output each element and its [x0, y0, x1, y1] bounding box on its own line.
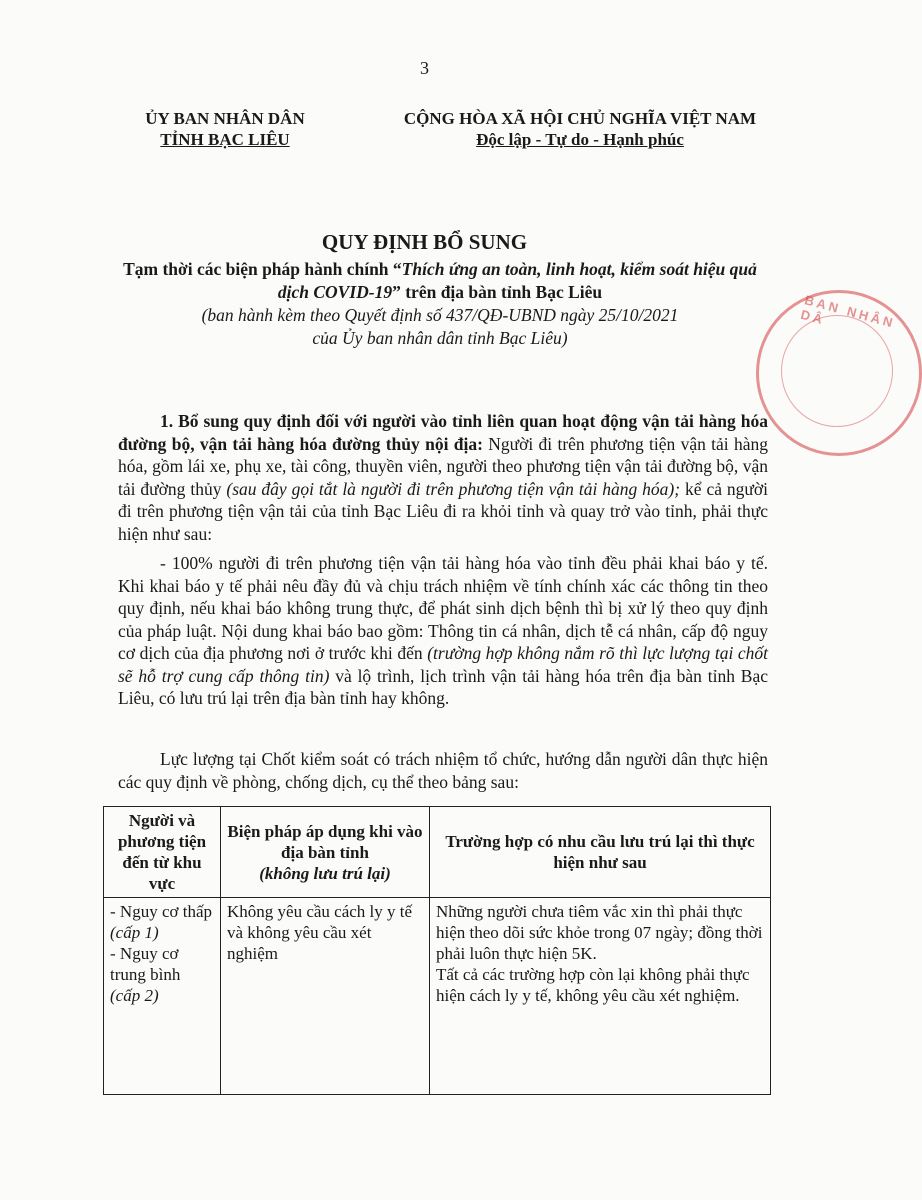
- header-origin: Người và phương tiện đến từ khu vực: [104, 807, 221, 898]
- subtitle-main: Tạm thời các biện pháp hành chính “Thích ứng an toàn, linh hoạt, kiểm soát hiệu quả dịch COVID-19” trên địa bàn tỉnh Bạc Liêu: [123, 259, 757, 302]
- subtitle-authority: của Ủy ban nhân dân tỉnh Bạc Liêu): [312, 328, 568, 348]
- header-stay: Trường hợp có nhu cầu lưu trú lại thì thực hiện như sau: [430, 807, 771, 898]
- document-subtitle: [110, 258, 770, 350]
- table-row: [104, 898, 771, 1095]
- paragraph-checkpoint: Lực lượng tại Chốt kiểm soát có trách nhiệm tổ chức, hướng dẫn người dân thực hiện các quy định về phòng, chống dịch, cụ thể theo bảng sau:: [118, 749, 768, 792]
- cell-stay: Những người chưa tiêm vắc xin thì phải thực hiện theo dõi sức khỏe trong 07 ngày; đồng thời phải luôn thực hiện 5K. Tất cả các trường hợp còn lại không phải thực hiện cách ly y tế, không yêu cầu xét nghiệm.: [430, 898, 771, 1095]
- national-header: [380, 108, 780, 150]
- issuer-header: [110, 108, 340, 150]
- page-number: 3: [420, 58, 429, 78]
- issuer-line-2: TỈNH BẠC LIÊU: [160, 130, 290, 149]
- section-1-heading: 1. Bổ sung quy định đối với người vào tỉnh liên quan hoạt động vận tải hàng hóa đường bộ, vận tải hàng hóa đường thủy nội địa:: [118, 411, 768, 454]
- subtitle-issuance: (ban hành kèm theo Quyết định số 437/QĐ-UBND ngày 25/10/2021: [201, 305, 679, 325]
- national-motto: Độc lập - Tự do - Hạnh phúc: [476, 130, 684, 149]
- cell-measures: Không yêu cầu cách ly y tế và không yêu cầu xét nghiệm: [221, 898, 430, 1095]
- measures-table: [103, 806, 771, 1095]
- paragraph-declaration: - 100% người đi trên phương tiện vận tải hàng hóa vào tỉnh đều phải khai báo y tế. Khi khai báo y tế phải nêu đầy đủ và chịu trách nhiệm về tính chính xác các thông tin theo quy định, nếu khai báo không trung thực, để phát sinh dịch bệnh thì bị xử lý theo quy định của pháp luật. Nội dung khai báo bao gồm: Thông tin cá nhân, dịch tễ cá nhân, cấp độ nguy cơ dịch của địa phương nơi ở trước khi đến (trường hợp không nắm rõ thì lực lượng tại chốt sẽ hỗ trợ cung cấp thông tin) và lộ trình, lịch trình vận tải hàng hóa trên địa bàn tỉnh Bạc Liêu, có lưu trú lại trên địa bàn tỉnh hay không.: [118, 553, 769, 708]
- official-stamp: BAN NHÂN DÂ: [756, 290, 922, 456]
- header-measures: Biện pháp áp dụng khi vào địa bàn tỉnh (không lưu trú lại): [221, 807, 430, 898]
- national-title: CỘNG HÒA XÃ HỘI CHỦ NGHĨA VIỆT NAM: [403, 109, 757, 128]
- issuer-line-1: ỦY BAN NHÂN DÂN: [145, 109, 305, 128]
- table-header-row: [104, 807, 771, 898]
- cell-origin: - Nguy cơ thấp (cấp 1) - Nguy cơ trung bình (cấp 2): [104, 898, 221, 1095]
- section-1: 1. Bổ sung quy định đối với người vào tỉnh liên quan hoạt động vận tải hàng hóa đường bộ, vận tải hàng hóa đường thủy nội địa: Người đi trên phương tiện vận tải hàng hóa, gồm lái xe, phụ xe, tài công, thuyền viên, người theo phương tiện vận tải đường bộ, vận tải đường thủy (sau đây gọi tắt là người đi trên phương tiện vận tải hàng hóa); kể cả người đi trên phương tiện vận tải của tỉnh Bạc Liêu đi ra khỏi tỉnh và quay trở vào tỉnh, phải thực hiện như sau:: [118, 411, 769, 544]
- document-title: QUY ĐỊNH BỔ SUNG: [321, 230, 528, 254]
